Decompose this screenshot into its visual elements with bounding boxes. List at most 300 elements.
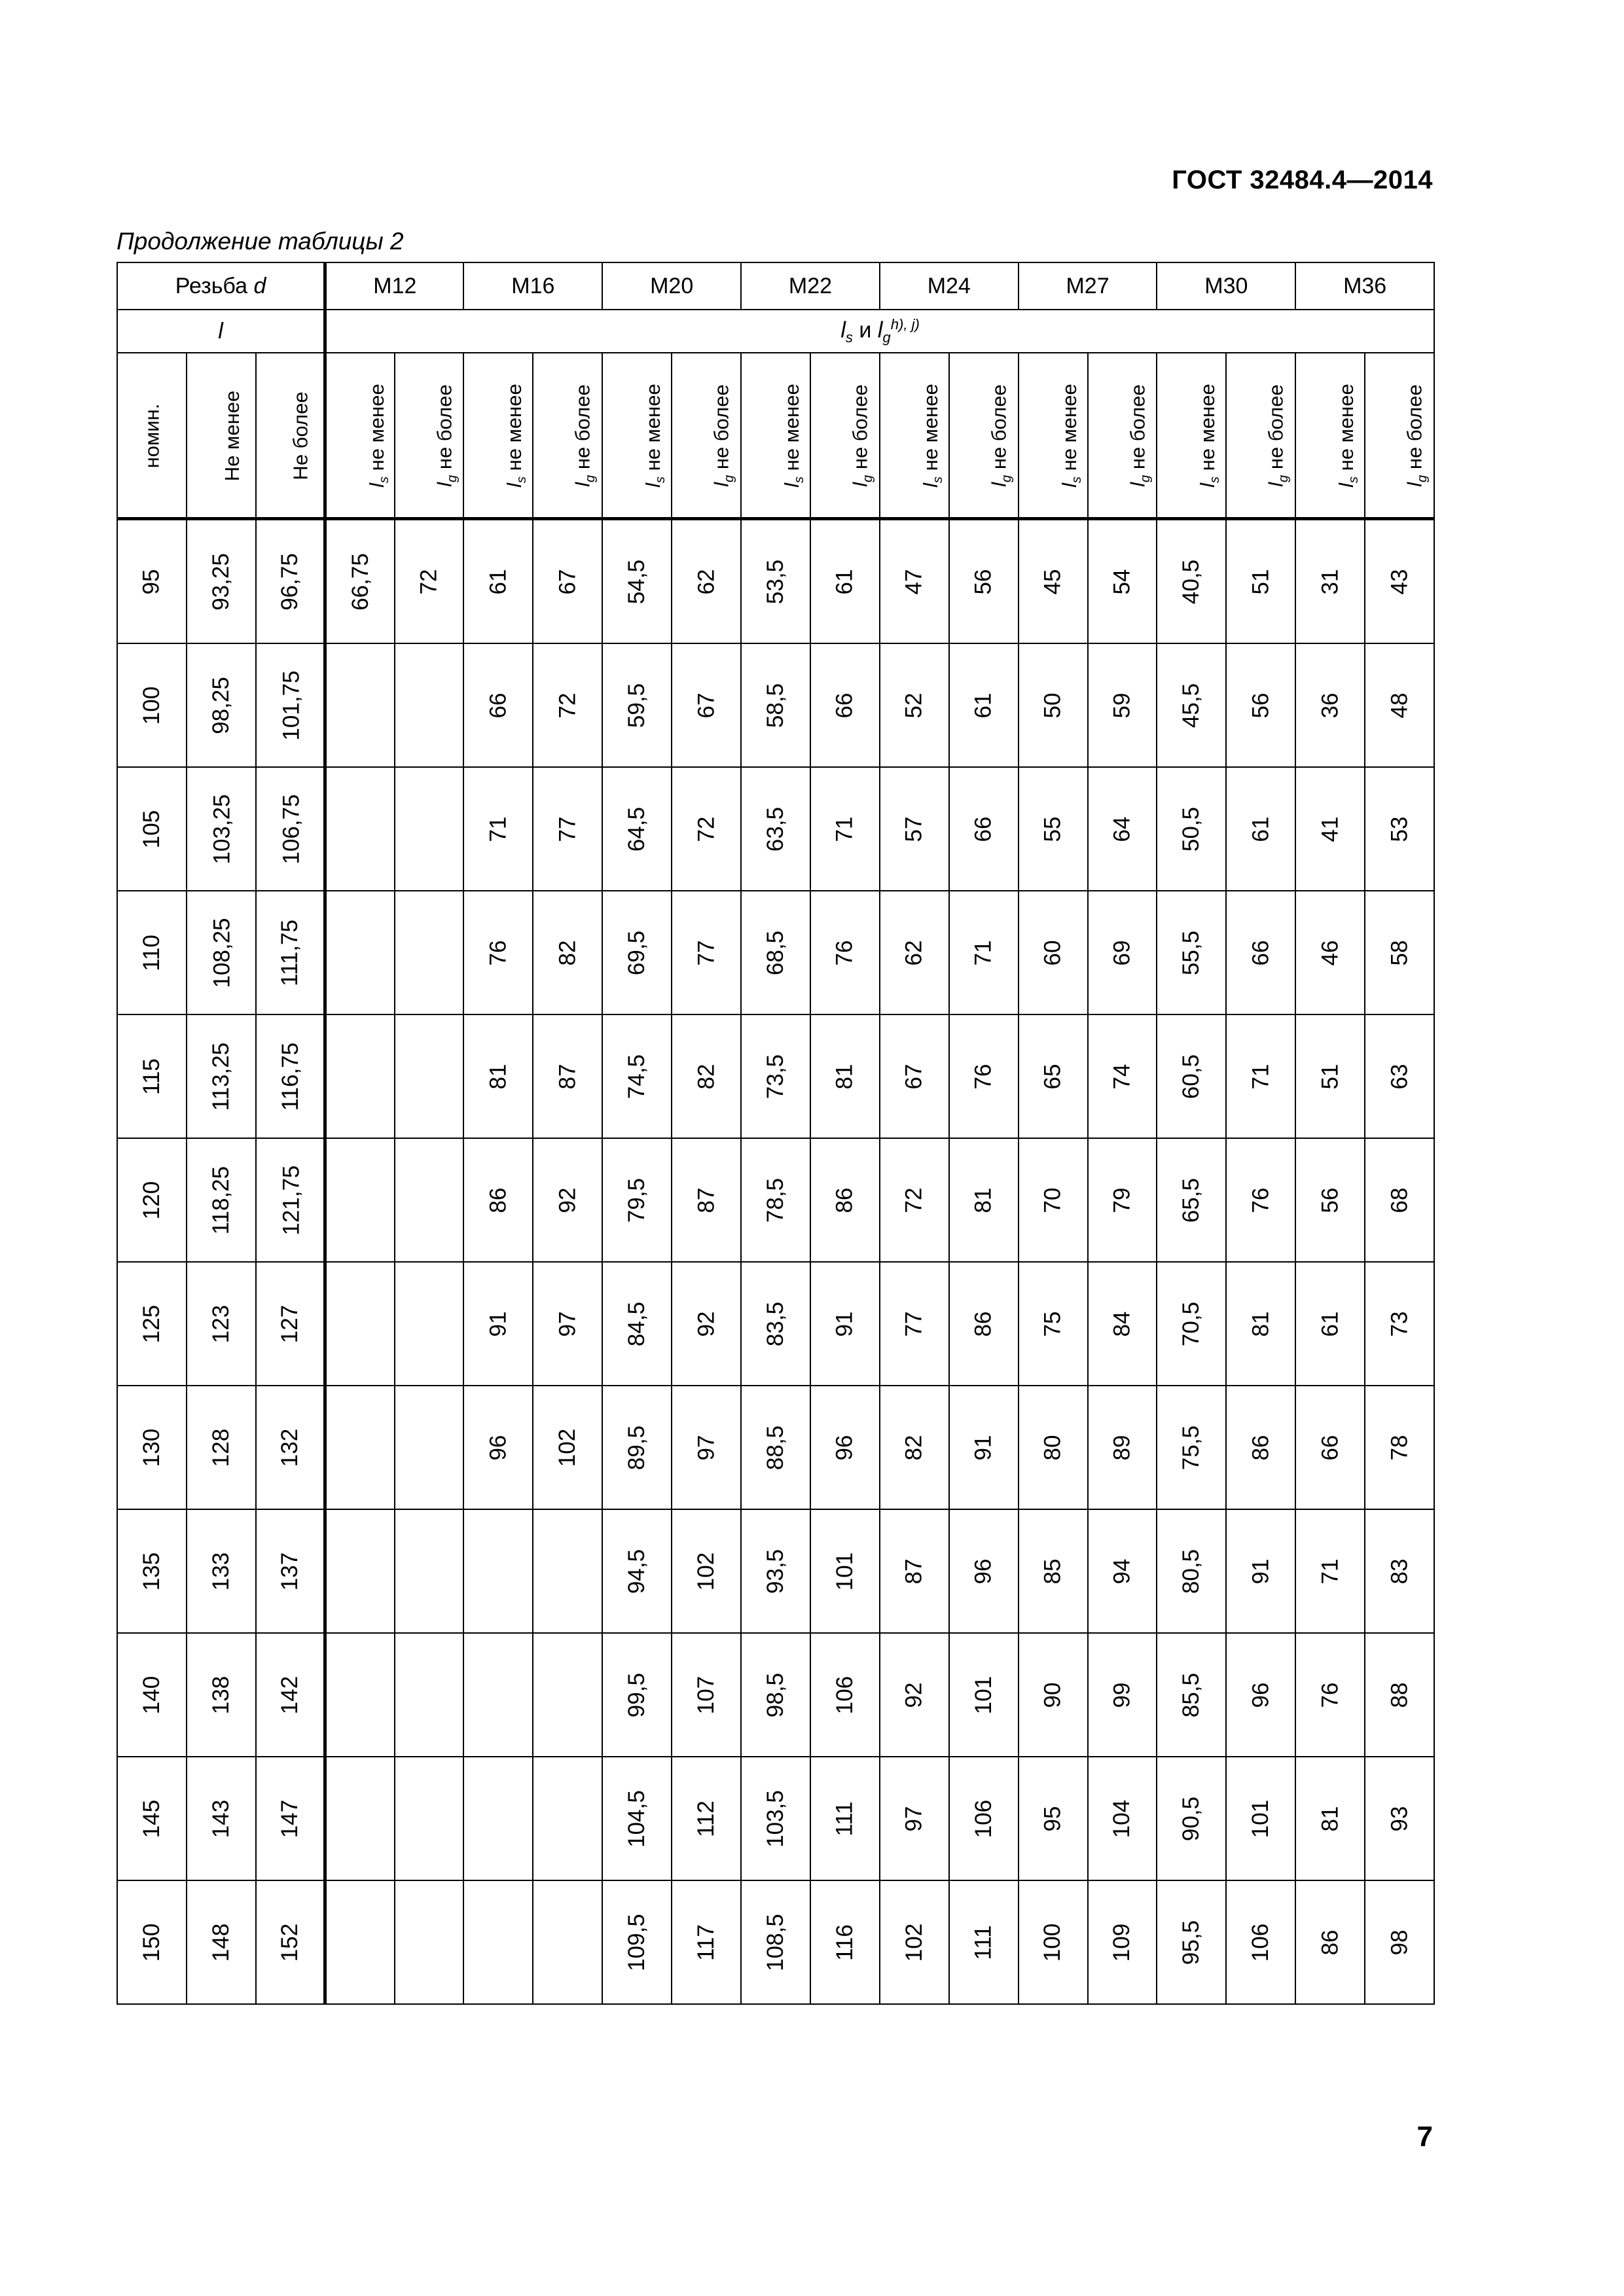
table-cell [1019,643,1088,767]
table-cell [117,1880,187,2004]
cell-value: 92 [901,1682,927,1708]
table-cell [1295,1633,1365,1757]
cell-value: 63,5 [763,806,788,852]
lg-symbol: l [987,482,1011,488]
table-cell [741,1138,810,1262]
cell-value: 67 [901,1064,927,1089]
lg-label-text: не более [433,384,456,476]
ls-symbol: l [1057,483,1081,488]
table-cell [187,1138,256,1262]
table-cell [1226,1633,1295,1757]
ls-label-text: не менее [1057,384,1081,477]
ls-subscript: s [1069,476,1084,484]
cell-value: 96 [831,1435,857,1460]
ls-subheader-text [780,384,807,488]
table-cell [1365,1509,1434,1633]
cell-value: 86 [1317,1929,1343,1955]
table-cell [533,1138,602,1262]
ls-subscript: s [514,476,530,484]
table-row [117,519,1434,644]
lg-subheader-m36 [1365,353,1434,519]
thread-header-m16: M16 [463,262,602,310]
lg-symbol: l [571,482,595,488]
cell-value: 41 [1317,816,1343,842]
cell-value: 59 [1109,692,1135,718]
table-cell [810,767,880,891]
cell-value: 109,5 [624,1913,650,1971]
cell-value: 101,75 [278,670,304,741]
cell-value: 125 [138,1304,164,1343]
table-cell [1157,767,1226,891]
cell-value: 56 [1317,1187,1343,1213]
lg-label-text: не более [987,384,1011,476]
cell-value: 67 [693,692,719,718]
table-cell [1365,519,1434,644]
lg-symbol: l [433,482,456,488]
cell-value: 107 [693,1676,719,1714]
lg-subheader-m27 [1088,353,1157,519]
table-cell [1019,1633,1088,1757]
table-cell [395,1509,464,1633]
table-row [117,1757,1434,1880]
table-cell [602,643,672,767]
table-cell [1088,1757,1157,1880]
cell-value: 130 [138,1428,164,1467]
table-row [117,767,1434,891]
table-cell [1226,1014,1295,1138]
cell-value: 110 [138,934,164,971]
lg-subscript: g [1415,475,1430,483]
cell-value: 48 [1386,692,1413,718]
cell-value: 56 [1248,692,1274,718]
table-cell [325,1880,395,2004]
table-cell [1019,891,1088,1014]
cell-value: 150 [138,1923,164,1962]
cell-value: 46 [1317,940,1343,965]
cell-value: 55 [1039,816,1066,842]
cell-value: 75,5 [1178,1425,1204,1470]
table-cell [1157,1262,1226,1386]
cell-value: 71 [970,940,996,965]
cell-value: 47 [901,569,927,594]
lg-subheader-text [433,385,460,488]
table-cell [1019,1262,1088,1386]
table-cell [949,1386,1019,1509]
cell-value: 31 [1317,569,1343,594]
cell-value: 76 [1317,1682,1343,1708]
lg-label-text: не более [1126,384,1149,476]
table-cell [463,519,533,644]
table-cell [325,1757,395,1880]
cell-value: 106 [831,1676,857,1714]
lg-subheader-m16 [533,353,602,519]
table-cell [325,1633,395,1757]
table-cell [1088,643,1157,767]
cell-value: 98,5 [763,1672,788,1717]
ls-subheader-m12 [325,353,395,519]
cell-value: 73 [1386,1311,1413,1336]
table-cell [949,891,1019,1014]
table-cell [1088,891,1157,1014]
cell-value: 66 [831,692,857,718]
cell-value: 61 [831,569,857,594]
table-cell [187,1880,256,2004]
cell-value: 133 [208,1552,234,1590]
cell-value: 45 [1039,569,1066,594]
table-cell [1019,1880,1088,2004]
cell-value: 111,75 [276,919,302,986]
cell-value: 100 [138,686,164,725]
lg-subheader-text [1265,385,1291,488]
table-cell [1226,519,1295,644]
cell-value: 121,75 [278,1164,304,1236]
table-cell [1157,1633,1226,1757]
cell-value: 91 [831,1311,857,1336]
lg-footnote-ref: h), j) [890,315,920,332]
table-cell [256,1633,325,1757]
table-cell [187,1633,256,1757]
table-cell [463,767,533,891]
lg-label-text: не более [571,384,595,476]
table-cell [741,891,810,1014]
cell-value: 127 [276,1304,302,1343]
cell-value: 76 [1248,1187,1274,1213]
table-cell [810,891,880,1014]
ls-subheader-m24 [880,353,949,519]
ls-subheader-text [1335,384,1362,488]
cell-value: 72 [901,1187,927,1213]
table-cell [1157,1386,1226,1509]
ls-subheader-text [503,384,530,488]
table-cell [463,1138,533,1262]
table-cell [1365,891,1434,1014]
cell-value: 86 [970,1311,996,1336]
table-cell [880,1014,949,1138]
table-cell [810,1014,880,1138]
table-cell [325,1509,395,1633]
table-cell [672,1757,741,1880]
table-cell [880,1138,949,1262]
table-cell [949,767,1019,891]
cell-value: 80 [1039,1435,1066,1460]
thread-header-m27: M27 [1019,262,1157,310]
table-cell [810,643,880,767]
table-cell [810,1880,880,2004]
table-cell [256,519,325,644]
lg-subheader-text [571,385,598,488]
table-cell [810,1509,880,1633]
ls-subscript: s [1208,476,1223,484]
table-cell [1226,1138,1295,1262]
table-cell [672,891,741,1014]
table-cell [602,1633,672,1757]
cell-value: 137 [276,1552,302,1590]
table-cell [325,1138,395,1262]
table-cell [949,1509,1019,1633]
cell-value: 90,5 [1178,1796,1204,1841]
thread-header-m22: M22 [741,262,880,310]
ls-subheader-text [365,384,392,488]
table-cell [880,767,949,891]
table-cell [880,643,949,767]
cell-value: 102 [901,1923,927,1962]
cell-value: 80,5 [1178,1549,1204,1594]
ls-subheader-text [641,384,668,488]
cell-value: 81 [485,1064,511,1089]
table-cell [672,643,741,767]
table-cell [1157,891,1226,1014]
lg-subheader-m24 [949,353,1019,519]
cell-value: 104 [1109,1799,1135,1838]
table-cell [1157,643,1226,767]
cell-value: 43 [1386,569,1413,594]
ls-symbol: l [1335,483,1358,488]
table-cell [1365,1386,1434,1509]
table-cell [741,1509,810,1633]
cell-value: 78 [1386,1435,1413,1460]
cell-value: 65,5 [1178,1177,1204,1223]
cell-value: 40,5 [1178,559,1204,604]
table-cell [1295,643,1365,767]
table-cell [1226,891,1295,1014]
cell-value: 117 [693,1924,719,1961]
table-cell [463,1633,533,1757]
cell-value: 89,5 [624,1425,650,1470]
l-label: l [218,318,223,344]
cell-value: 69 [1109,940,1135,965]
and-word: и [859,317,872,343]
cell-value: 132 [276,1428,302,1467]
table-cell [672,1386,741,1509]
cell-value: 95 [1039,1806,1066,1831]
table-cell [1019,767,1088,891]
cell-value: 66 [1248,940,1274,965]
cell-value: 116 [831,1924,857,1961]
cell-value: 61 [1317,1311,1343,1336]
cell-value: 92 [693,1311,719,1336]
table-cell [741,1633,810,1757]
ls-subheader-m20 [602,353,672,519]
l-subheader-text: Не более [289,391,312,480]
ls-symbol: l [840,317,846,343]
ls-label-text: не менее [365,384,388,477]
table-cell [1226,767,1295,891]
table-cell [1226,1880,1295,2004]
cell-value: 93,5 [763,1549,788,1594]
table-cell [810,1138,880,1262]
cell-value: 95 [138,569,164,594]
cell-value: 96 [1248,1682,1274,1708]
lg-subheader-m12 [395,353,464,519]
table-cell [463,1880,533,2004]
table-cell [1365,1633,1434,1757]
table-cell [187,767,256,891]
cell-value: 94 [1109,1558,1135,1584]
table-row [117,1880,1434,2004]
ls-label-text: не менее [503,384,526,477]
lg-subscript: g [882,329,891,346]
table-cell [880,891,949,1014]
table-cell [880,1757,949,1880]
ls-label-text: не менее [641,384,665,477]
table-cell [117,1386,187,1509]
table-cell [880,1262,949,1386]
cell-value: 50 [1039,692,1066,718]
table-cell [325,643,395,767]
table-cell [949,1138,1019,1262]
table-cell [810,519,880,644]
cell-value: 108,25 [209,917,235,988]
table-cell [602,891,672,1014]
table-cell [880,1633,949,1757]
table-cell [1019,1509,1088,1633]
cell-value: 87 [554,1064,581,1089]
table-cell [117,891,187,1014]
table-cell [1088,1014,1157,1138]
lg-subheader-text [987,385,1014,488]
table-cell [949,1757,1019,1880]
cell-value: 82 [554,940,581,965]
ls-symbol: l [365,483,388,488]
cell-value: 140 [138,1676,164,1714]
cell-value: 106,75 [278,793,304,865]
table-cell [395,891,464,1014]
table-cell [810,1757,880,1880]
table-cell [463,643,533,767]
table-cell [187,1262,256,1386]
lg-symbol: l [1126,482,1149,488]
l-label-cell [117,310,325,353]
cell-value: 50,5 [1178,806,1204,852]
cell-value: 75 [1039,1311,1066,1336]
ls-subheader-m22 [741,353,810,519]
table-cell [602,1262,672,1386]
ls-subscript: s [653,476,668,484]
cell-value: 87 [693,1187,719,1213]
cell-value: 142 [276,1676,302,1714]
cell-value: 66 [970,816,996,842]
thread-header-m20: M20 [602,262,741,310]
table-cell [741,519,810,644]
table-cell [1157,519,1226,644]
cell-value: 72 [693,816,719,842]
cell-value: 118,25 [208,1166,234,1234]
cell-value: 111 [831,1801,857,1837]
l-subheader-text: номин. [139,403,163,468]
cell-value: 93,25 [208,552,234,611]
cell-value: 95,5 [1178,1920,1204,1965]
table-cell [1295,1757,1365,1880]
cell-value: 71 [831,816,857,842]
lg-subscript: g [1276,475,1291,483]
table-cell [256,1014,325,1138]
table-cell [672,1509,741,1633]
cell-value: 64 [1109,816,1135,842]
table-cell [325,1014,395,1138]
cell-value: 115 [138,1058,164,1095]
table-cell [395,1757,464,1880]
cell-value: 86 [485,1187,511,1213]
lg-symbol: l [1265,482,1288,488]
cell-value: 70,5 [1178,1301,1204,1346]
table-cell [1226,1262,1295,1386]
table-cell [463,1014,533,1138]
cell-value: 74 [1109,1064,1135,1089]
cell-value: 104,5 [624,1789,650,1848]
table-cell [256,1138,325,1262]
ls-label-text: не менее [1335,384,1358,477]
table-cell [741,643,810,767]
lg-label-text: не более [1403,384,1426,476]
cell-value: 116,75 [278,1042,304,1111]
length-header-row [117,310,1434,353]
cell-value: 68 [1386,1187,1413,1213]
ls-symbol: l [918,483,942,488]
ls-label-text: не менее [918,384,942,477]
document-code: ГОСТ 32484.4—2014 [1172,166,1433,194]
table-cell [602,519,672,644]
table-cell [395,1138,464,1262]
cell-value: 86 [831,1187,857,1213]
table-cell [602,1880,672,2004]
table-cell [672,1014,741,1138]
table-cell [672,1880,741,2004]
cell-value: 53,5 [763,559,788,604]
cell-value: 81 [831,1064,857,1089]
table-cell [1295,891,1365,1014]
table-cell [810,1386,880,1509]
table-row [117,1633,1434,1757]
cell-value: 96 [485,1435,511,1460]
cell-value: 97 [693,1435,719,1460]
cell-value: 93 [1386,1806,1413,1831]
ls-lg-label-cell [325,310,1434,353]
lg-subheader-m30 [1226,353,1295,519]
table-cell [256,1880,325,2004]
cell-value: 71 [485,816,511,842]
table-cell [187,1386,256,1509]
table-cell [1157,1014,1226,1138]
cell-value: 106 [1248,1923,1274,1962]
lg-label-text: не более [848,384,872,476]
table-cell [1295,1509,1365,1633]
table-cell [395,1880,464,2004]
table-cell [117,519,187,644]
table-cell [533,1880,602,2004]
ls-label-text: не менее [1196,384,1219,477]
cell-value: 36 [1317,692,1343,718]
cell-value: 71 [1317,1558,1343,1584]
cell-value: 112 [693,1800,719,1837]
table-cell [880,1880,949,2004]
thread-label-text: Резьба [175,273,254,298]
table-cell [1088,1262,1157,1386]
cell-value: 78,5 [763,1177,788,1223]
table-cell [395,519,464,644]
ls-subscript: s [1346,476,1362,484]
thread-header-m12: M12 [325,262,464,310]
cell-value: 62 [693,569,719,594]
table-cell [949,1880,1019,2004]
table-cell [1295,1262,1365,1386]
cell-value: 56 [970,569,996,594]
cell-value: 66,75 [347,552,373,611]
table-cell [533,643,602,767]
table-cell [256,891,325,1014]
table-cell [1088,767,1157,891]
table-cell [117,1509,187,1633]
cell-value: 120 [138,1181,164,1219]
